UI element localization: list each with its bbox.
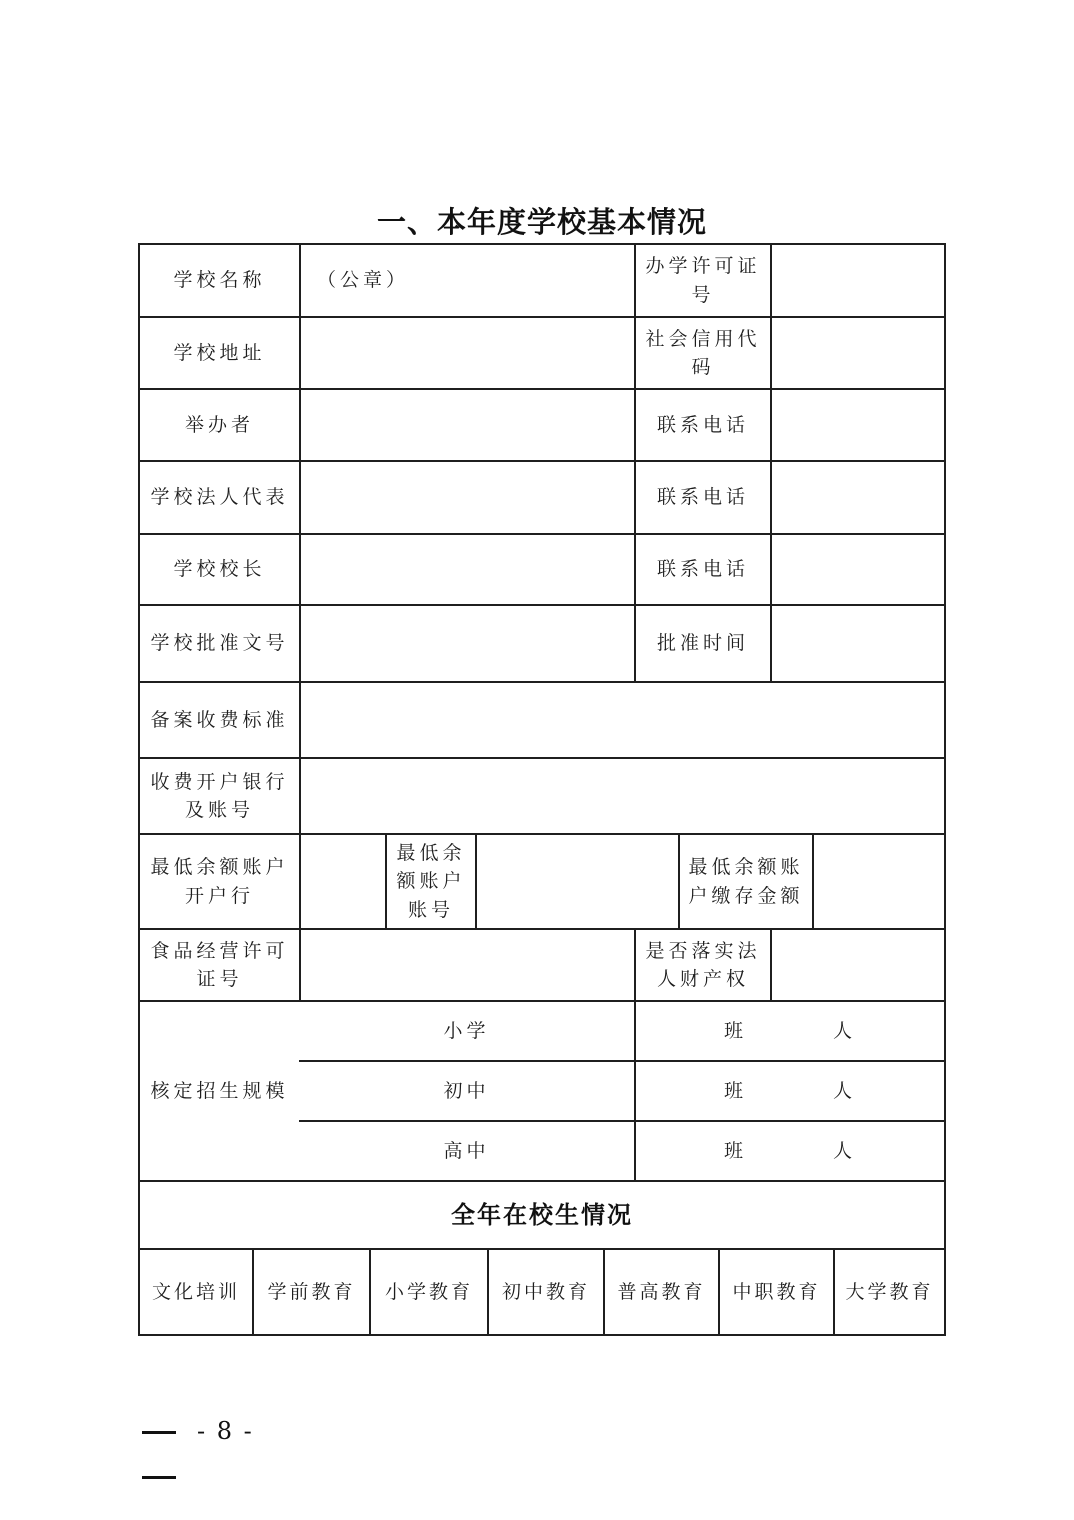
approval-document-label: 学校批准文号: [150, 632, 289, 655]
category-vocational: 中职教育: [718, 1250, 833, 1334]
license-number-label: 办学许可证号: [634, 245, 770, 316]
school-address-label: 学校地址: [173, 341, 266, 364]
table-row-students-section: [140, 1180, 944, 1248]
license-number-value: [770, 245, 944, 316]
min-balance-account-label: 最低余额账户账号: [385, 835, 475, 928]
level-name: 初中: [443, 1079, 490, 1102]
class-unit: 班: [723, 1079, 747, 1102]
approval-time-label: 批准时间: [634, 606, 770, 681]
page-number: - 8 -: [197, 1417, 254, 1445]
property-rights-value: [770, 930, 944, 1000]
table-row-organizer: [140, 388, 944, 460]
school-name-value: （公章）: [299, 245, 634, 316]
min-balance-account-value: [475, 835, 678, 928]
table-row-fee-standard: [140, 681, 944, 757]
table-row-approval-document: [140, 604, 944, 681]
table-row-student-categories: [140, 1248, 944, 1334]
table-row-school-address: [140, 316, 944, 388]
category-junior: 初中教育: [487, 1250, 603, 1334]
legal-representative-phone-label: 联系电话: [634, 462, 770, 533]
enrollment-levels: [299, 1002, 944, 1180]
credit-code-value: [770, 318, 944, 388]
school-basic-info-table: [138, 243, 946, 1336]
table-row-bank-account: [140, 757, 944, 833]
organizer-phone-value: [770, 390, 944, 460]
enrollment-scale-label: 核定招生规模: [150, 1079, 289, 1102]
principal-label: 学校校长: [173, 558, 266, 581]
level-name: 高中: [443, 1139, 490, 1162]
fee-standard-value: [299, 683, 944, 757]
page-title: 一、本年度学校基本情况: [376, 205, 707, 239]
fee-standard-label: 备案收费标准: [150, 708, 289, 731]
min-balance-bank-value: [299, 835, 385, 928]
organizer-value: [299, 390, 634, 460]
legal-representative-phone-value: [770, 462, 944, 533]
category-senior: 普高教育: [603, 1250, 718, 1334]
category-university: 大学教育: [833, 1250, 944, 1334]
enrollment-level-junior: [299, 1060, 944, 1120]
bank-account-label: 收费开户银行及账号: [150, 770, 289, 821]
person-unit: 人: [833, 1139, 857, 1162]
legal-representative-label: 学校法人代表: [150, 486, 289, 509]
min-balance-deposit-value: [812, 835, 944, 928]
school-address-value: [299, 318, 634, 388]
level-units: [634, 1062, 944, 1120]
table-row-principal: [140, 533, 944, 604]
person-unit: 人: [833, 1019, 857, 1042]
table-row-enrollment-scale: [140, 1000, 944, 1180]
table-row-min-balance: [140, 833, 944, 928]
food-license-value: [299, 930, 634, 1000]
enrollment-level-senior: [299, 1120, 944, 1180]
level-name: 小学: [443, 1019, 490, 1042]
min-balance-bank-label: 最低余额账户开户行: [150, 856, 289, 907]
class-unit: 班: [723, 1019, 747, 1042]
approval-time-value: [770, 606, 944, 681]
class-unit: 班: [723, 1139, 747, 1162]
school-name-label: 学校名称: [173, 269, 266, 292]
category-culture-training: 文化培训: [151, 1280, 240, 1303]
person-unit: 人: [833, 1079, 857, 1102]
enrollment-level-primary: [299, 1002, 944, 1060]
principal-phone-label: 联系电话: [634, 535, 770, 604]
principal-value: [299, 535, 634, 604]
approval-document-value: [299, 606, 634, 681]
principal-phone-value: [770, 535, 944, 604]
organizer-phone-label: 联系电话: [634, 390, 770, 460]
table-row-legal-representative: [140, 460, 944, 533]
table-row-food-license: [140, 928, 944, 1000]
organizer-label: 举办者: [184, 413, 254, 436]
credit-code-label: 社会信用代码: [634, 318, 770, 388]
category-preschool: 学前教育: [252, 1250, 369, 1334]
category-primary: 小学教育: [369, 1250, 487, 1334]
property-rights-label: 是否落实法人财产权: [634, 930, 770, 1000]
food-license-label: 食品经营许可证号: [150, 939, 289, 990]
level-units: [634, 1122, 944, 1180]
min-balance-deposit-label: 最低余额账户缴存金额: [678, 835, 812, 928]
legal-representative-value: [299, 462, 634, 533]
footer-dash: [142, 1431, 176, 1434]
table-row-school-name: [140, 245, 944, 316]
bank-account-value: [299, 759, 944, 833]
footer-dash: [142, 1476, 176, 1479]
students-section-title: 全年在校生情况: [451, 1201, 633, 1229]
level-units: [634, 1002, 944, 1060]
